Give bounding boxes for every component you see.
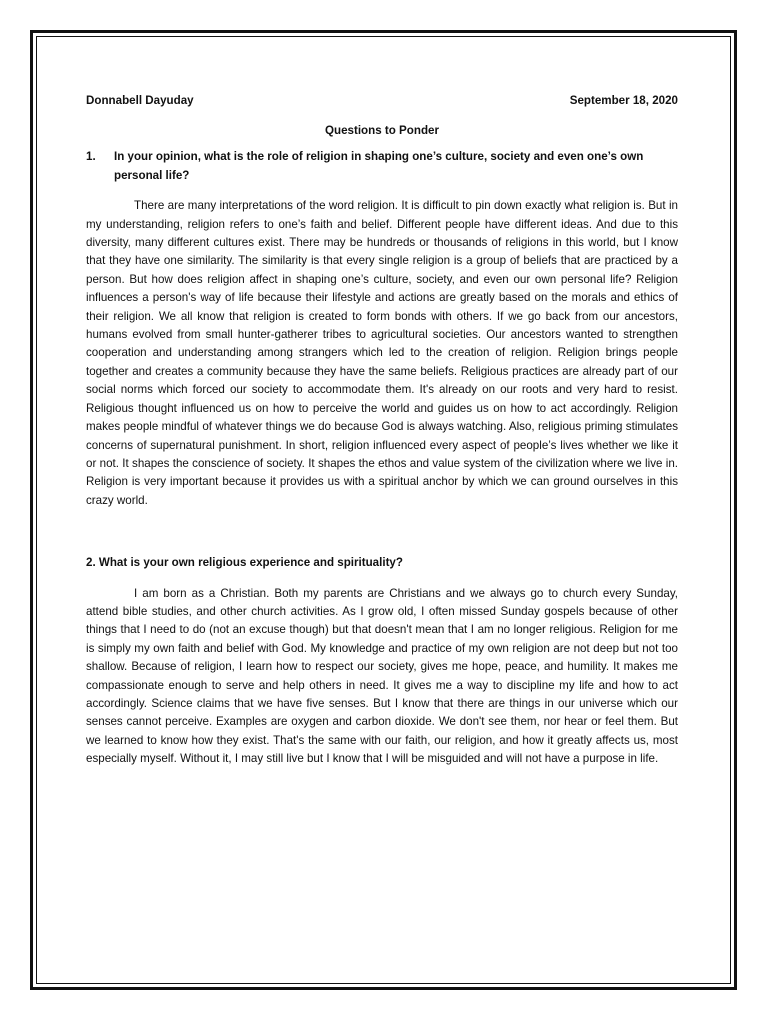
answer-2: I am born as a Christian. Both my parents are Christians and we always go to church every Sunday, attend bible studies, and other church activities. As I grow old, I often missed Sunday gospels because of other things that I need to do (not an excuse though) but that doesn't mean that I am no longer religious. Religion for me is simply my own faith and belief with God. My knowledge and practice of my own religion are not deep but not too shallow. Because of religion, I learn how to respect our society, gives me hope, peace, and humility. It makes me compassionate enough to serve and help others in need. It gives me a way to discipline my life and how to act accordingly. Science claims that we have five senses. But I know that there are things in our universe which our senses cannot perceive. Examples are oxygen and carbon dioxide. We don't see them, nor hear or feel them. But we learned to know how they exist. That's the same with our faith, our religion, and how it greatly affects us, most especially myself. Without it, I may still live but I know that I will be misguided and will not have a purpose in life. bbox=[86, 586, 678, 766]
author-name: Donnabell Dayuday bbox=[86, 94, 194, 107]
question-1-number: 1. bbox=[86, 150, 96, 164]
question-1 bbox=[86, 148, 678, 185]
header-row bbox=[86, 92, 678, 110]
question-1-text: In your opinion, what is the role of religion in shaping one’s culture, society and even one’s own personal life? bbox=[114, 150, 644, 182]
answer-1: There are many interpretations of the word religion. It is difficult to pin down exactly what religion is. But in my understanding, religion refers to one’s faith and belief. Different people have different ideas. And due to this diversity, many different cultures exist. There may be hundreds or thousands of religions in this world, but I know that they have one similarity. The similarity is that every single religion is a group of beliefs that are practiced by a person. But how does religion affect in shaping one’s culture, society, and even our own personal life? Religion influences a person's way of life because their lifestyle and actions are greatly based on the morals and ethics of their religion. We all know that religion is created to form bonds with others. If we go back from our ancestors, humans evolved from small hunter-gatherer tribes to agricultural societies. Our ancestors wanted to strengthen cooperation and understanding among strangers which led to the creation of religion. Religion brings people together and creates a community because they have the same beliefs. Religious practices are already part of our social norms which forced our society to accommodate them. It's already on our roots and very hard to resist. Religious thought influenced us on how to perceive the world and guides us on how to act accordingly. Religion makes people mindful of whatever things we do because God is always watching. Also, religious priming stimulates concerns of supernatural punishment. In short, religion influenced every aspect of people’s lives whether we like it or not. It shapes the conscience of society. It shapes the ethos and value system of the civilization where we live in. Religion is very important because it provides us with a spiritual anchor by which we can ground ourselves in this crazy world. bbox=[86, 199, 678, 507]
document-date: September 18, 2020 bbox=[569, 94, 678, 107]
document-content bbox=[86, 92, 678, 769]
question-2: 2. What is your own religious experience and spirituality? bbox=[86, 556, 403, 570]
page-title: Questions to Ponder bbox=[324, 124, 439, 137]
